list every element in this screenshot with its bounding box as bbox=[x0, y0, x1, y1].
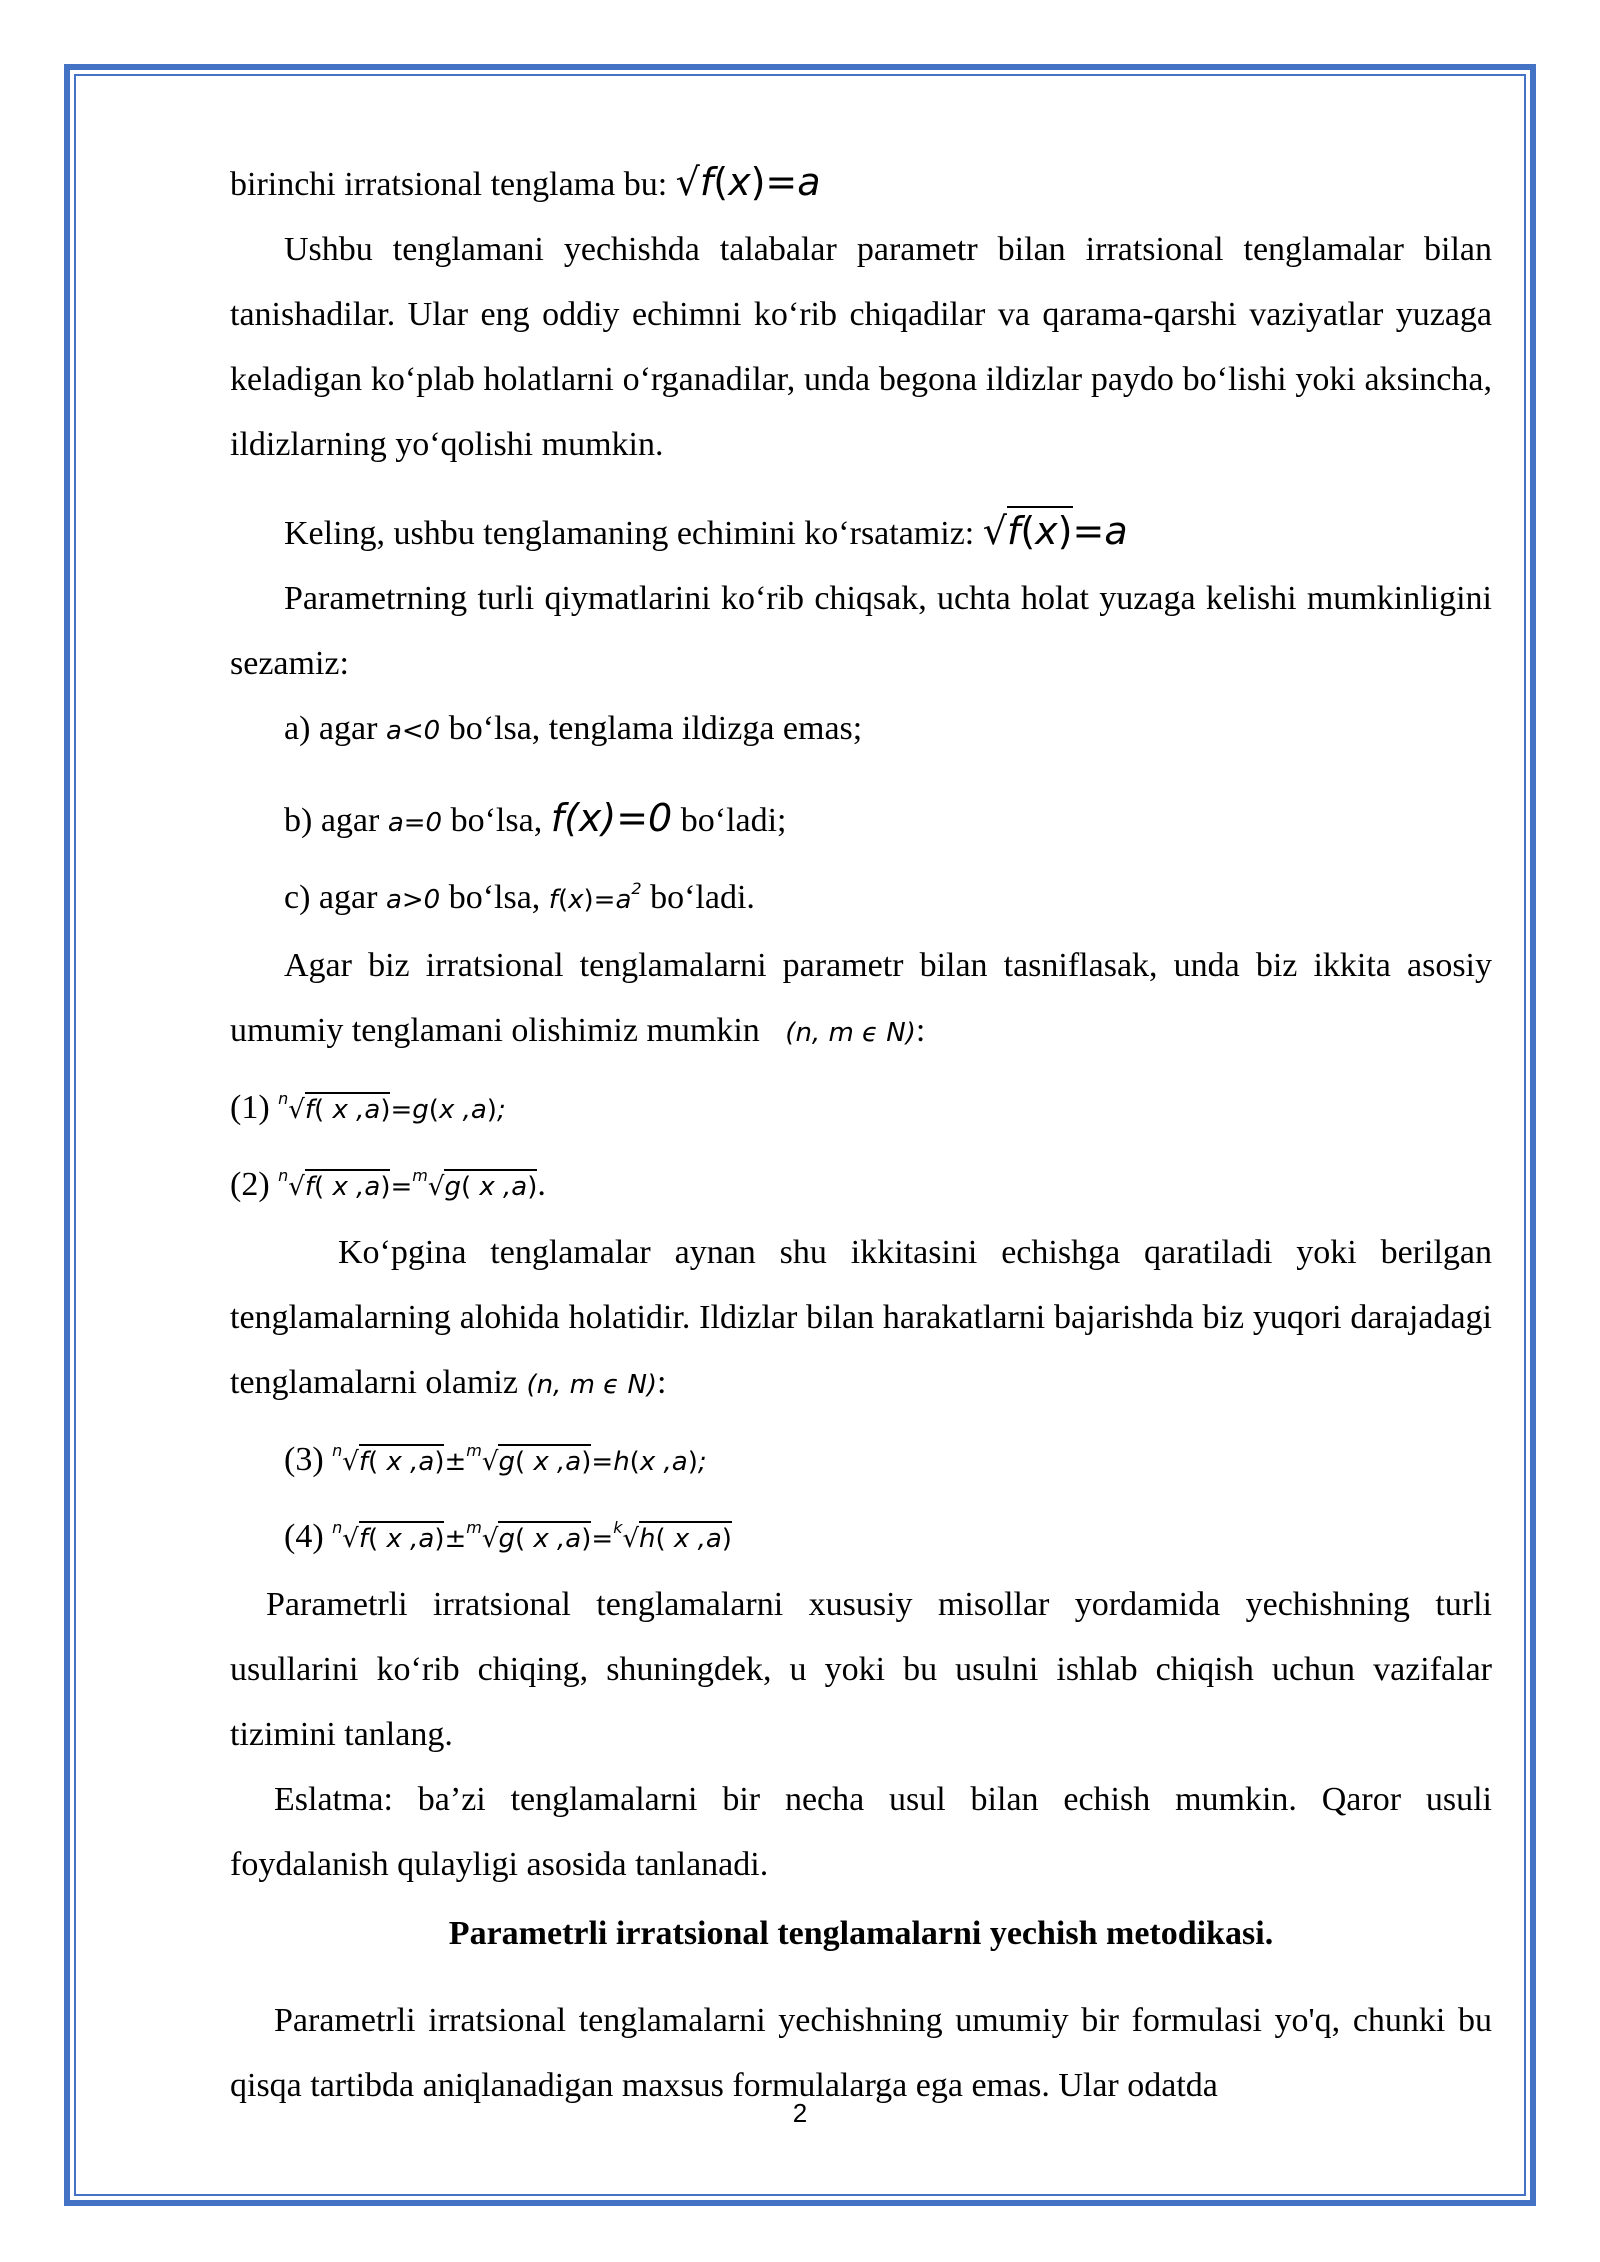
equation-sqrt-fx-a: √f(x)=a bbox=[675, 160, 821, 204]
paragraph-show-solution: Keling, ushbu tenglamaning echimini ko‘rsatamiz: √f(x)=a bbox=[230, 499, 1492, 566]
paragraph-note: Eslatma: ba’zi tenglamalarni bir necha usul bilan echish mumkin. Qaror usuli foydalanish qulayligi asosida tanlanadi. bbox=[230, 1781, 1492, 1883]
case-a: a) agar a<0 bo‘lsa, tenglama ildizga emas; bbox=[284, 710, 863, 747]
paragraph-three-cases: Parametrning turli qiymatlarini ko‘rib chiqsak, uchta holat yuzaga kelishi mumkinligini sezamiz: bbox=[230, 580, 1492, 682]
equation-3-line: (3) $^n$√f( x ,a)±$^m$√g( x ,a)=h(x ,a); bbox=[284, 1441, 707, 1478]
equation-3: $^n$√f( x ,a)±$^m$√g( x ,a)=h(x ,a); bbox=[332, 1441, 707, 1477]
set-n-m-natural-2: (n, m ϵ N) bbox=[526, 1370, 658, 1400]
equation-2: $^n$√f( x ,a)=$^m$√g( x ,a) bbox=[278, 1166, 538, 1202]
paragraph-students: Ushbu tenglamani yechishda talabalar parametr bilan irratsional tenglamalar bilan tanishadilar. Ular eng oddiy echimni ko‘rib chiqadilar va qarama-qarshi vaziyatlar yuzaga keladigan ko‘plab holatlarni o‘rganadilar, unda begona ildizlar paydo bo‘lishi yoki aksincha, ildizlarning yo‘qolishi mumkin. bbox=[230, 231, 1492, 463]
paragraph-no-formula: Parametrli irratsional tenglamalarni yechishning umumiy bir formulasi yo'q, chunki bu qisqa tartibda aniqlanadigan maxsus formulalarga ega emas. Ular odatda bbox=[230, 2002, 1492, 2104]
condition-a-negative: a<0 bbox=[385, 716, 441, 746]
equation-4-line: (4) $^n$√f( x ,a)±$^m$√g( x ,a)=$^k$√h( x ,a) bbox=[284, 1518, 732, 1555]
page-number: 2 bbox=[792, 2098, 808, 2128]
condition-a-positive: a>0 bbox=[385, 885, 441, 915]
paragraph-methods: Parametrli irratsional tenglamalarni xususiy misollar yordamida yechishning turli usullarini ko‘rib chiqing, shuningdek, u yoki bu usulni ishlab chiqish uchun vazifalar tizimini tanlang. bbox=[230, 1586, 1492, 1753]
document-body bbox=[230, 150, 1492, 2118]
set-n-m-natural: (n, m ϵ N) bbox=[785, 1018, 916, 1048]
equation-4: $^n$√f( x ,a)±$^m$√g( x ,a)=$^k$√h( x ,a) bbox=[332, 1518, 732, 1554]
paragraph-intro: birinchi irratsional tenglama bu: √f(x)=a bbox=[230, 160, 821, 204]
case-c: c) agar a>0 bo‘lsa, $f(x)=a^2$ bo‘ladi. bbox=[284, 879, 755, 916]
paragraph-classification: Agar biz irratsional tenglamalarni parametr bilan tasniflasak, unda biz ikkita asosiy umumiy tenglamani olishimiz mumkin (n, m ϵ N): bbox=[230, 947, 1492, 1049]
section-heading: Parametrli irratsional tenglamalarni yechish metodikasi. bbox=[448, 1915, 1274, 1952]
equation-2-line: (2) $^n$√f( x ,a)=$^m$√g( x ,a). bbox=[230, 1166, 546, 1203]
equation-1-line: (1) $^n$√f( x ,a)=g(x ,a); bbox=[230, 1089, 506, 1126]
equation-1: $^n$√f( x ,a)=g(x ,a); bbox=[278, 1089, 506, 1125]
equation-fx-a-squared: $f(x)=a^2$ bbox=[548, 879, 642, 915]
case-b: b) agar a=0 bo‘lsa, f(x)=0 bo‘ladi; bbox=[284, 796, 787, 840]
equation-fx-zero: f(x)=0 bbox=[550, 796, 673, 840]
condition-a-zero: a=0 bbox=[387, 808, 443, 838]
equation-sqrt-fx-a-2: √f(x)=a bbox=[983, 506, 1128, 553]
paragraph-higher-degree: Ko‘pgina tenglamalar aynan shu ikkitasini echishga qaratiladi yoki berilgan tenglamalarning alohida holatidir. Ildizlar bilan harakatlarni bajarishda biz yuqori darajadagi tenglamalarni olamiz (n, m ϵ N): bbox=[230, 1234, 1492, 1401]
